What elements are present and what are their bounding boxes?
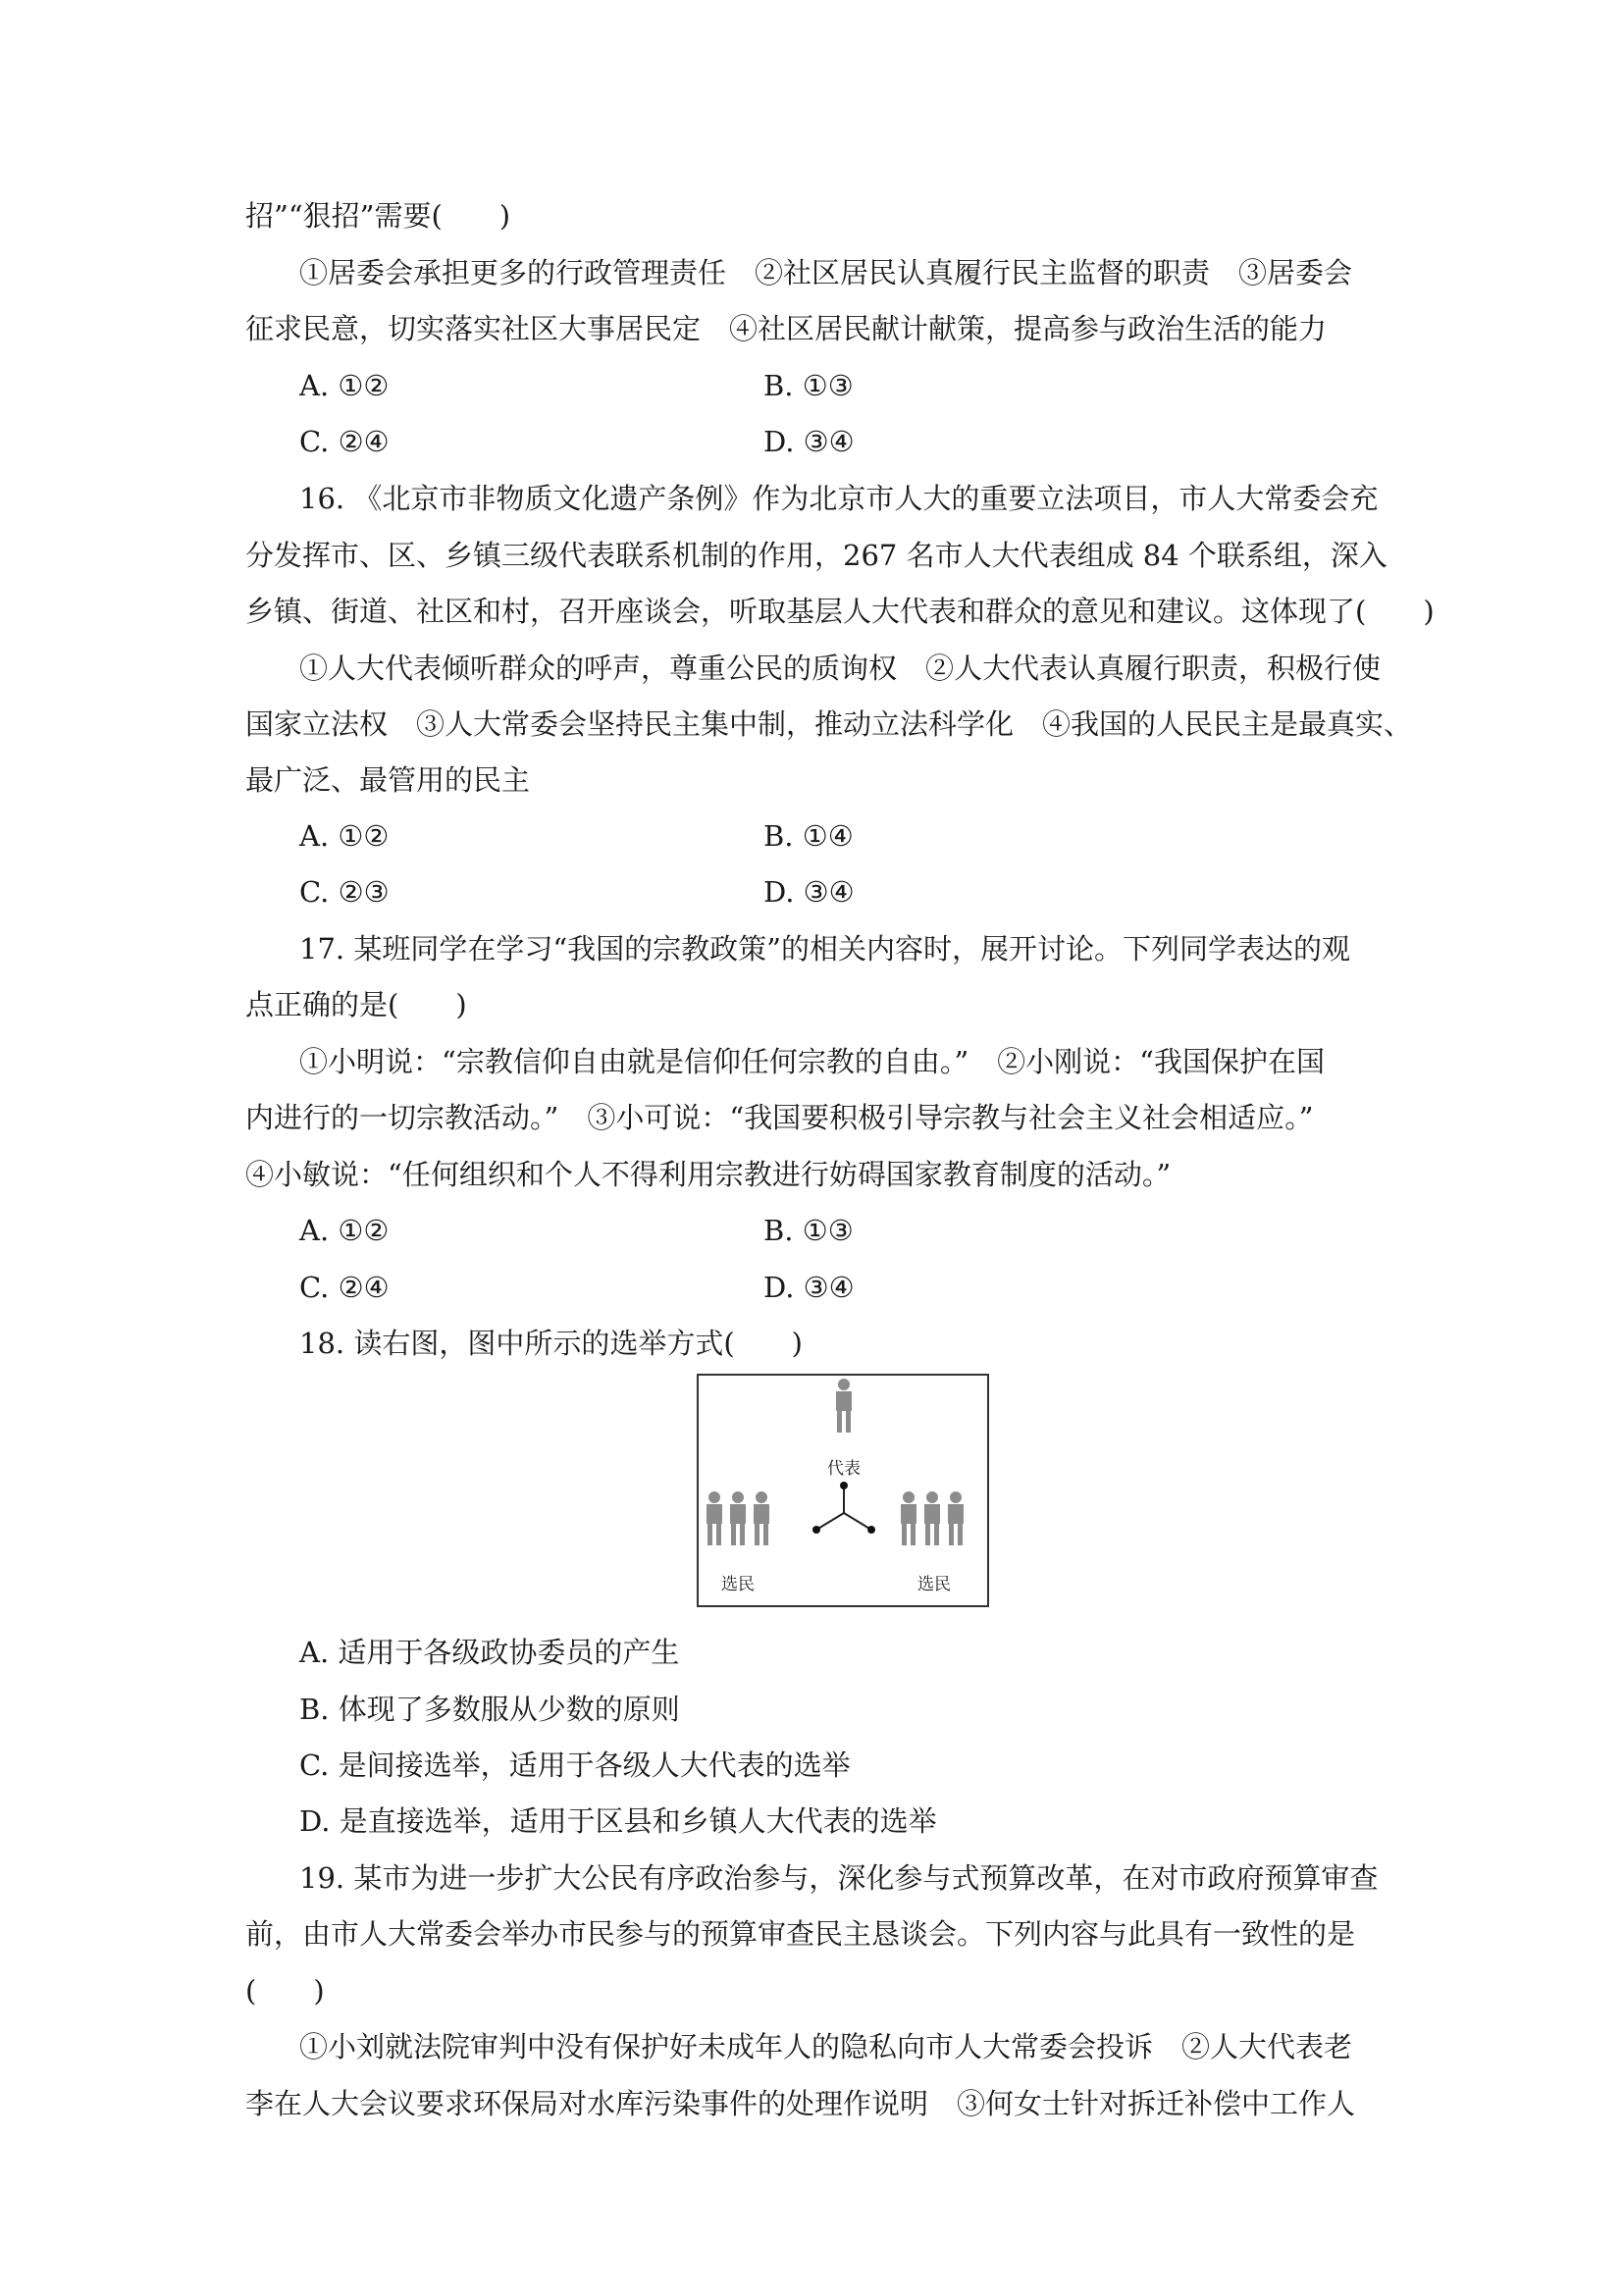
q18-option-a[interactable]: A. 适用于各级政协委员的产生 — [299, 1636, 680, 1669]
q17-statements-line-2: 内进行的一切宗教活动。” ③小可说：“我国要积极引导宗教与社会主义社会相适应。” — [245, 1101, 1314, 1134]
q15-option-c[interactable]: C. ②④ — [299, 425, 390, 458]
q16-option-a[interactable]: A. ①② — [299, 819, 390, 853]
q18-stem: 18. 读右图，图中所示的选举方式( ) — [299, 1327, 803, 1360]
q16-statements-line-3: 最广泛、最管用的民主 — [245, 763, 531, 797]
q19-stem-line-2: 前，由市人大常委会举办市民参与的预算审查民主恳谈会。下列内容与此具有一致性的是 — [245, 1917, 1356, 1951]
left-voter-label: 选民 — [721, 1575, 755, 1594]
q19-statements-line-2: 李在人大会议要求环保局对水库污染事件的处理作说明 ③何女士针对拆迁补偿中工作人 — [245, 2087, 1356, 2120]
q18-option-d[interactable]: D. 是直接选举，适用于区县和乡镇人大代表的选举 — [299, 1804, 937, 1838]
q16-stem-line-3: 乡镇、街道、社区和村，召开座谈会，听取基层人大代表和群众的意见和建议。这体现了( ) — [245, 595, 1435, 628]
q15-option-d[interactable]: D. ③④ — [763, 425, 855, 458]
right-voter-label: 选民 — [917, 1575, 951, 1594]
representative-label: 代表 — [827, 1459, 861, 1479]
q19-stem-line-3: ( ) — [245, 1974, 325, 2008]
q16-stem-line-1: 16. 《北京市非物质文化遗产条例》作为北京市人大的重要立法项目，市人大常委会充 — [299, 482, 1379, 515]
representative-figure — [836, 1379, 852, 1433]
q15-statements-line-1: ①居委会承担更多的行政管理责任 ②社区居民认真履行民主监督的职责 ③居委会 — [299, 256, 1353, 289]
q18-option-c[interactable]: C. 是间接选举，适用于各级人大代表的选举 — [299, 1748, 851, 1782]
left-voter-group — [707, 1491, 769, 1545]
q15-option-b[interactable]: B. ①③ — [763, 369, 854, 402]
q17-option-b[interactable]: B. ①③ — [763, 1214, 854, 1247]
election-diagram — [697, 1374, 989, 1607]
q16-option-d[interactable]: D. ③④ — [763, 875, 855, 909]
right-voter-group — [901, 1491, 964, 1545]
q17-stem-line-1: 17. 某班同学在学习“我国的宗教政策”的相关内容时，展开讨论。下列同学表达的观 — [299, 932, 1350, 965]
q15-option-a[interactable]: A. ①② — [299, 369, 390, 402]
q16-stem-line-2: 分发挥市、区、乡镇三级代表联系机制的作用，267 名市人大代表组成 84 个联系组，深入 — [245, 539, 1387, 572]
q17-stem-line-2: 点正确的是( ) — [245, 988, 467, 1021]
connector-lines — [812, 1482, 875, 1534]
q16-statements-line-2: 国家立法权 ③人大常委会坚持民主集中制，推动立法科学化 ④我国的人民民主是最真实、 — [245, 707, 1413, 741]
q15-stem-tail: 招”“狠招”需要( ) — [245, 199, 511, 233]
q18-option-b[interactable]: B. 体现了多数服从少数的原则 — [299, 1693, 680, 1726]
q19-statements-line-1: ①小刘就法院审判中没有保护好未成年人的隐私向市人大常委会投诉 ②人大代表老 — [299, 2030, 1353, 2063]
q17-option-d[interactable]: D. ③④ — [763, 1271, 855, 1304]
q17-statements-line-1: ①小明说：“宗教信仰自由就是信仰任何宗教的自由。” ②小刚说：“我国保护在国 — [299, 1045, 1325, 1078]
q15-statements-line-2: 征求民意，切实落实社区大事居民定 ④社区居民献计献策，提高参与政治生活的能力 — [245, 312, 1328, 345]
q16-statements-line-1: ①人大代表倾听群众的呼声，尊重公民的质询权 ②人大代表认真履行职责，积极行使 — [299, 652, 1382, 685]
q16-option-c[interactable]: C. ②③ — [299, 875, 390, 909]
q17-statements-line-3: ④小敏说：“任何组织和个人不得利用宗教进行妨碍国家教育制度的活动。” — [245, 1158, 1172, 1191]
q17-option-c[interactable]: C. ②④ — [299, 1271, 390, 1304]
q19-stem-line-1: 19. 某市为进一步扩大公民有序政治参与，深化参与式预算改革，在对市政府预算审查 — [299, 1861, 1379, 1895]
q16-option-b[interactable]: B. ①④ — [763, 819, 854, 853]
q17-option-a[interactable]: A. ①② — [299, 1214, 390, 1247]
